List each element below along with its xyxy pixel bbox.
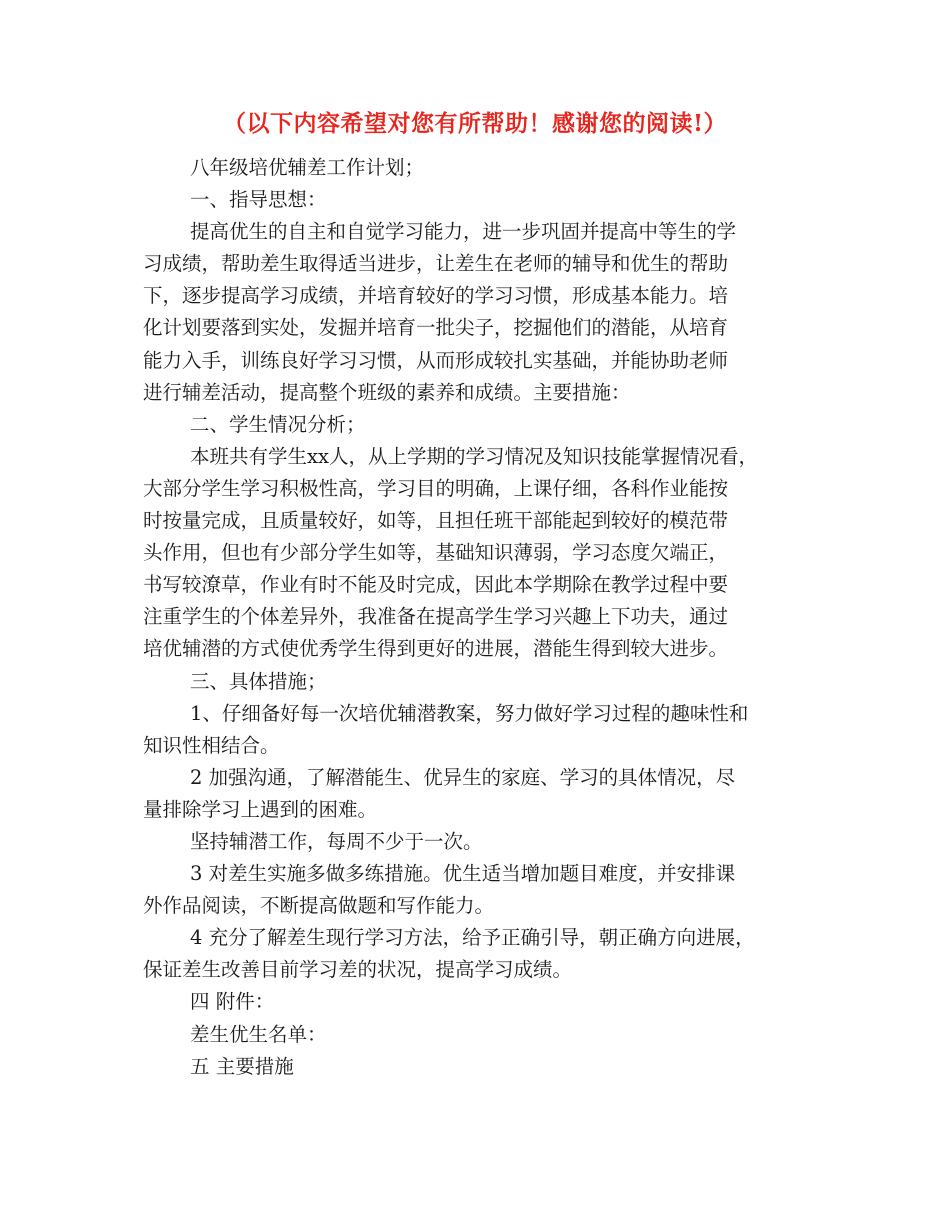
text-line: 二、学生情况分析； — [190, 412, 366, 436]
text-line: 差生优生名单： — [190, 1022, 327, 1046]
text-line: 3 对差生实施多做多练措施。优生适当增加题目难度，并安排课 — [190, 862, 736, 886]
document-body — [143, 152, 823, 1083]
text-line: 注重学生的个体差异外，我准备在提高学生学习兴趣上下功夫，通过 — [143, 605, 729, 629]
text-line: 1、仔细备好每一次培优辅潜教案，努力做好学习过程的趣味性和 — [190, 701, 749, 725]
text-line: 一、指导思想： — [190, 188, 327, 212]
text-line: 大部分学生学习积极性高，学习目的明确，上课仔细，各科作业能按 — [143, 476, 729, 500]
text-line: 坚持辅潜工作，每周不少于一次。 — [190, 829, 483, 853]
text-line: 八年级培优辅差工作计划； — [190, 156, 425, 179]
text-line: 知识性相结合。 — [143, 733, 280, 757]
text-line: 本班共有学生xx人，从上学期的学习情况及知识技能掌握情况看， — [190, 444, 758, 468]
text-line: 提高优生的自主和自觉学习能力，进一步巩固并提高中等生的学 — [190, 220, 737, 244]
text-line: 四 附件： — [190, 990, 275, 1014]
text-line: 外作品阅读，不断提高做题和写作能力。 — [143, 894, 495, 918]
text-line: 保证差生改善目前学习差的状况，提高学习成绩。 — [143, 958, 573, 982]
text-line: 培优辅潜的方式使优秀学生得到更好的进展，潜能生得到较大进步。 — [143, 637, 729, 661]
text-line: 4 充分了解差生现行学习方法，给予正确引导，朝正确方向进展， — [190, 926, 755, 950]
text-line: 三、具体措施； — [190, 669, 327, 693]
text-line: 习成绩，帮助差生取得适当进步，让差生在老师的辅导和优生的帮助 — [143, 252, 729, 276]
text-line: 五 主要措施 — [190, 1054, 294, 1078]
text-line: 头作用，但也有少部分学生如等，基础知识薄弱，学习态度欠端正， — [143, 541, 729, 565]
text-line: 时按量完成，且质量较好，如等，且担任班干部能起到较好的模范带 — [143, 509, 729, 533]
text-line: 2 加强沟通，了解潜能生、优异生的家庭、学习的具体情况，尽 — [190, 765, 736, 789]
text-line: 进行辅差活动，提高整个班级的素养和成绩。主要措施： — [143, 380, 631, 404]
text-line: 化计划要落到实处，发掘并培育一批尖子，挖掘他们的潜能，从培育 — [143, 316, 729, 340]
text-line: 下，逐步提高学习成绩，并培育较好的学习习惯，形成基本能力。培 — [143, 284, 729, 308]
banner-notice: （以下内容希望对您有所帮助！感谢您的阅读!） — [222, 110, 728, 137]
text-line: 能力入手，训练良好学习习惯，从而形成较扎实基础，并能协助老师 — [143, 348, 729, 372]
text-line: 书写较潦草，作业有时不能及时完成，因此本学期除在教学过程中要 — [143, 573, 729, 597]
text-line: 量排除学习上遇到的困难。 — [143, 797, 378, 821]
